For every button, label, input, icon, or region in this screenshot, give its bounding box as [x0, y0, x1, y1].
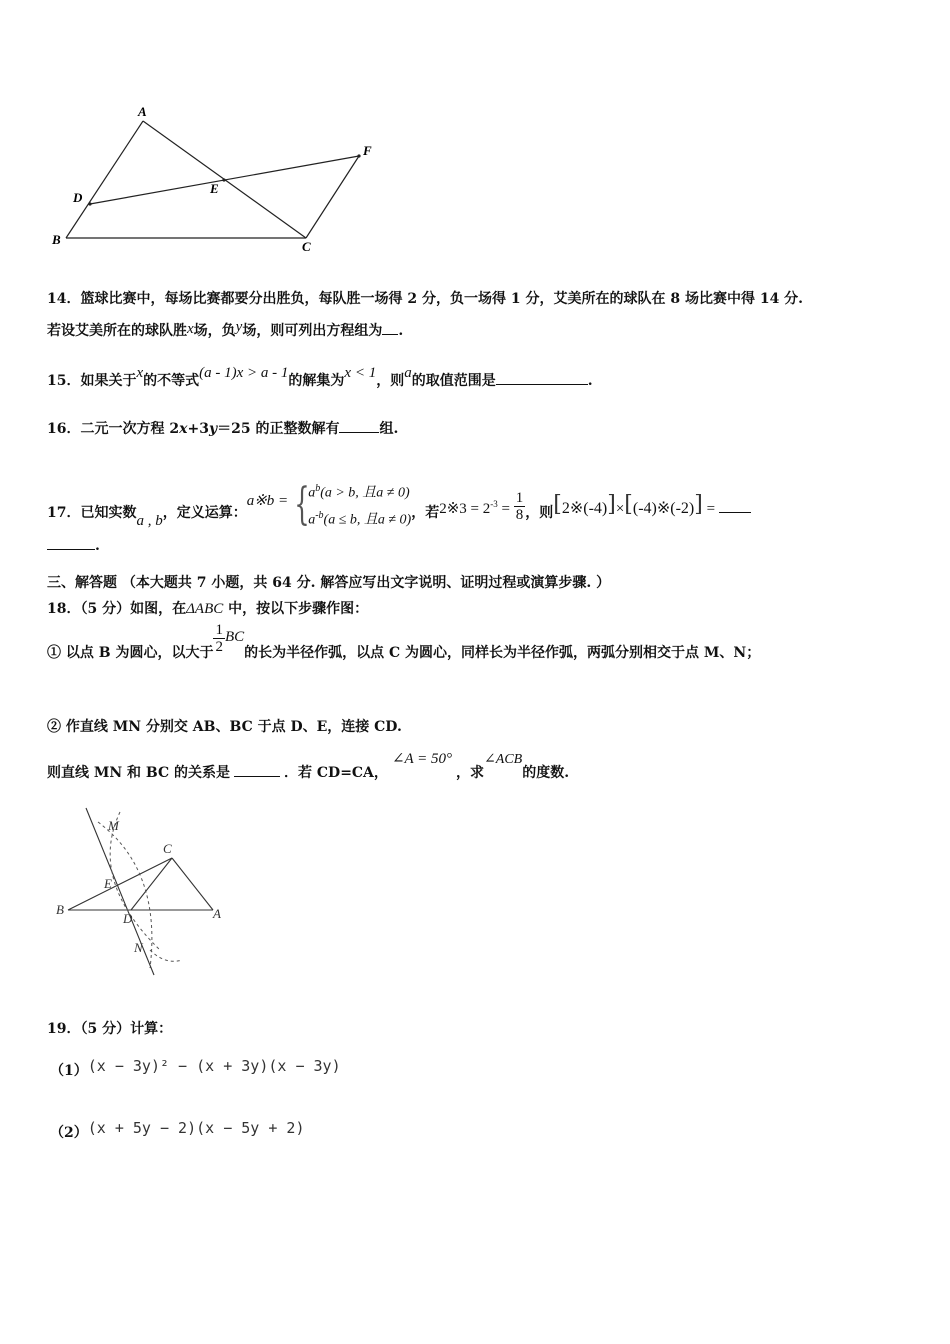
label-m: M: [108, 818, 119, 833]
label-a: A: [138, 104, 147, 119]
question-16: 16．二元一次方程 2x+3y＝25 的正整数解有 组.: [47, 421, 399, 437]
label-b: B: [56, 902, 64, 917]
label-d: D: [73, 190, 83, 205]
question-18-step-2: ② 作直线 MN 分别交 AB、BC 于点 D、E，连接 CD.: [47, 719, 402, 735]
segment-cf: [306, 156, 359, 238]
segment-ab: [66, 121, 143, 238]
label-b: B: [52, 232, 61, 247]
label-a: A: [213, 906, 221, 921]
section-3-heading: 三、解答题 （本大题共 7 小题，共 64 分. 解答应写出文字说明、证明过程或演算步骤. ）: [47, 575, 611, 591]
answer-blank-16[interactable]: [339, 432, 379, 433]
construction-figure-abc: [50, 800, 230, 990]
arc-from-b: [98, 822, 152, 968]
question-14-line-1: 14．篮球比赛中，每场比赛都要分出胜负，每队胜一场得 2 分，负一场得 1 分，艾美所在的球队在 8 场比赛中得 14 分.: [47, 291, 804, 307]
question-19-part-2: （2）(x + 5y − 2)(x − 5y + 2): [50, 1119, 305, 1141]
question-18-step-3: 则直线 MN 和 BC 的关系是 ．若 CD=CA，∠A = 50°，求∠ACB的度数.: [47, 751, 570, 781]
var-a: a: [404, 365, 412, 381]
answer-blank-14[interactable]: [382, 334, 398, 335]
expression-2: (x + 5y − 2)(x − 5y + 2): [87, 1119, 305, 1137]
segment-bc: [68, 858, 172, 910]
question-17-continued: .: [47, 538, 100, 554]
example-expression: 2※3 = $2^{-3}$ =: [439, 498, 514, 517]
segment-bc-label: BC: [224, 628, 245, 645]
arc-extension: [150, 950, 182, 961]
fraction-one-half: $\frac{1}{2}$: [215, 622, 223, 655]
label-d: D: [123, 911, 133, 926]
operation-definition: a※b =: [246, 492, 289, 509]
var-x: x: [136, 365, 144, 381]
calc-second: (-4)※(-2): [632, 499, 695, 517]
solution-set: x < 1: [344, 365, 377, 381]
line-mn: [86, 808, 154, 975]
question-19-part-1: （1）(x − 3y)² − (x + 3y)(x − 3y): [50, 1057, 341, 1079]
calc-first: 2※(-4): [561, 499, 608, 517]
left-brace: {: [294, 478, 310, 530]
label-f: F: [363, 143, 372, 158]
var-y: y: [235, 319, 243, 335]
triangle-abc: ΔABC: [186, 601, 224, 617]
label-e: E: [104, 876, 112, 891]
question-18-step-1: ① 以点 B 为圆心，以大于 $\frac{1}{2}$ BC的长为半径作弧，以点 C 为圆心，同样长为半径作弧，两弧分别相交于点 M、N；: [47, 622, 761, 661]
geometry-figure-abcdef: [40, 100, 390, 260]
angle-acb: ∠ACB: [484, 752, 523, 767]
piecewise-cases: $a^b(a > b$, 且a ≠ 0) $a^{-b}(a \le b$, 且a ≠ 0): [308, 483, 412, 528]
label-n: N: [134, 940, 143, 955]
question-14-line-2: 若设艾美所在的球队胜x场，负y场，则可列出方程组为 .: [47, 319, 404, 339]
fraction-one-eighth: $\frac{1}{8}$: [515, 490, 524, 524]
label-e: E: [210, 181, 219, 196]
expression-1: (x − 3y)² − (x + 3y)(x − 3y): [87, 1057, 341, 1075]
var-x: x: [187, 321, 194, 337]
vars-a-b: a , b: [136, 512, 163, 529]
answer-blank-17a[interactable]: [719, 512, 751, 513]
answer-blank-17b[interactable]: [47, 549, 95, 550]
angle-a-given: ∠A = 50°: [391, 751, 453, 767]
question-18-intro: 18．（5 分）如图，在ΔABC 中，按以下步骤作图：: [47, 601, 369, 617]
question-19-title: 19．（5 分）计算：: [47, 1021, 173, 1037]
segment-cd: [131, 858, 172, 910]
question-15: 15．如果关于x的不等式(a - 1)x > a - 1的解集为x < 1，则a的取值范围是 .: [47, 365, 593, 389]
label-c: C: [163, 841, 172, 856]
inequality: (a - 1)x > a - 1: [199, 365, 289, 381]
segment-ca: [172, 858, 213, 910]
answer-blank-15[interactable]: [496, 384, 588, 385]
label-c: C: [302, 239, 311, 254]
question-17: 17．已知实数a , b，定义运算：a※b = { $a^b(a > b$, 且a ≠ 0) $a^{-b}(a \le b$, 且a ≠ 0) ，若2※3 = $2^{-3}$ = $\frac{1}{8}$ ，则[2※(-4)]×[(-4)※(-2)] =: [47, 452, 751, 512]
answer-blank-18[interactable]: [234, 776, 280, 777]
